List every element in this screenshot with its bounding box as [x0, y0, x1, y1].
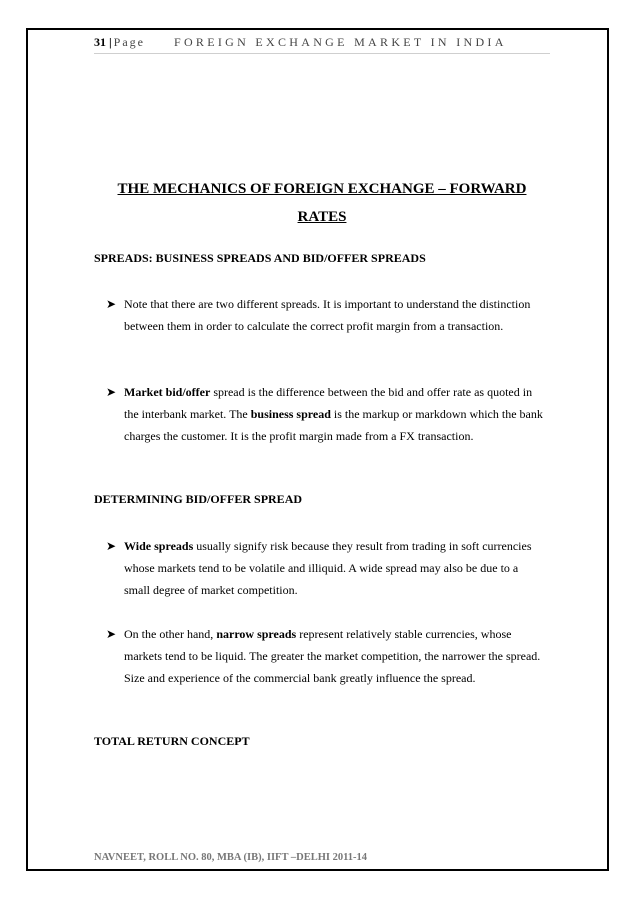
bullet-market-bid-offer	[106, 381, 546, 447]
bullet-narrow-spreads	[106, 623, 546, 689]
section-heading-spreads: SPREADS: BUSINESS SPREADS AND BID/OFFER SPREADS	[94, 251, 426, 265]
arrow-bullet-icon: ➤	[106, 539, 117, 553]
bullet-text-part: represent relatively stable currencies, whose markets tend to be liquid. The greater the market competition, the narrower the spread. Size and experience of the commercial bank greatly influence the spread.	[124, 627, 541, 685]
arrow-bullet-icon: ➤	[106, 297, 117, 311]
bold-term: Market bid/offer	[124, 385, 211, 399]
page-footer: NAVNEET, ROLL NO. 80, MBA (IB), IIFT –DELHI 2011-14	[94, 852, 368, 863]
bold-term: Wide spreads	[124, 539, 194, 553]
section-heading-total-return: TOTAL RETURN CONCEPT	[94, 734, 250, 748]
bullet-text-part: is the markup or markdown which the bank charges the customer. It is the profit margin made from a FX transaction.	[124, 407, 543, 443]
bullet-wide-spreads	[106, 535, 546, 601]
bullet-text	[106, 623, 546, 689]
title-line-1: THE MECHANICS OF FOREIGN EXCHANGE – FORWARD	[117, 181, 527, 197]
bold-term: business spread	[250, 407, 331, 421]
arrow-bullet-icon: ➤	[106, 385, 117, 399]
arrow-bullet-icon: ➤	[106, 627, 117, 641]
running-title: FOREIGN EXCHANGE MARKET IN INDIA	[173, 35, 507, 49]
bullet-text	[106, 535, 546, 601]
running-header	[94, 35, 550, 50]
bullet-text-part: spread is the difference between the bid and offer rate as quoted in the interbank market. The	[124, 385, 533, 421]
page-number: 31	[94, 35, 106, 49]
bold-term: narrow spreads	[216, 627, 297, 641]
bullet-text-part: usually signify risk because they result from trading in soft currencies whose markets tend to be volatile and illiquid. A wide spread may also be due to a small degree of market competition.	[124, 539, 532, 597]
bullet-text	[106, 381, 546, 447]
bullet-text: Note that there are two different spreads. It is important to understand the distinction between them in order to calculate the correct profit margin from a transaction.	[124, 297, 531, 333]
bullet-text-part: On the other hand,	[124, 627, 217, 641]
document-title	[94, 175, 550, 231]
section-heading-determining: DETERMINING BID/OFFER SPREAD	[94, 492, 303, 506]
page-label: Page	[113, 35, 145, 49]
bullet-two-spreads	[106, 293, 546, 337]
title-line-2: RATES	[297, 209, 347, 225]
header-separator: |	[109, 35, 112, 49]
header-rule	[94, 53, 550, 54]
